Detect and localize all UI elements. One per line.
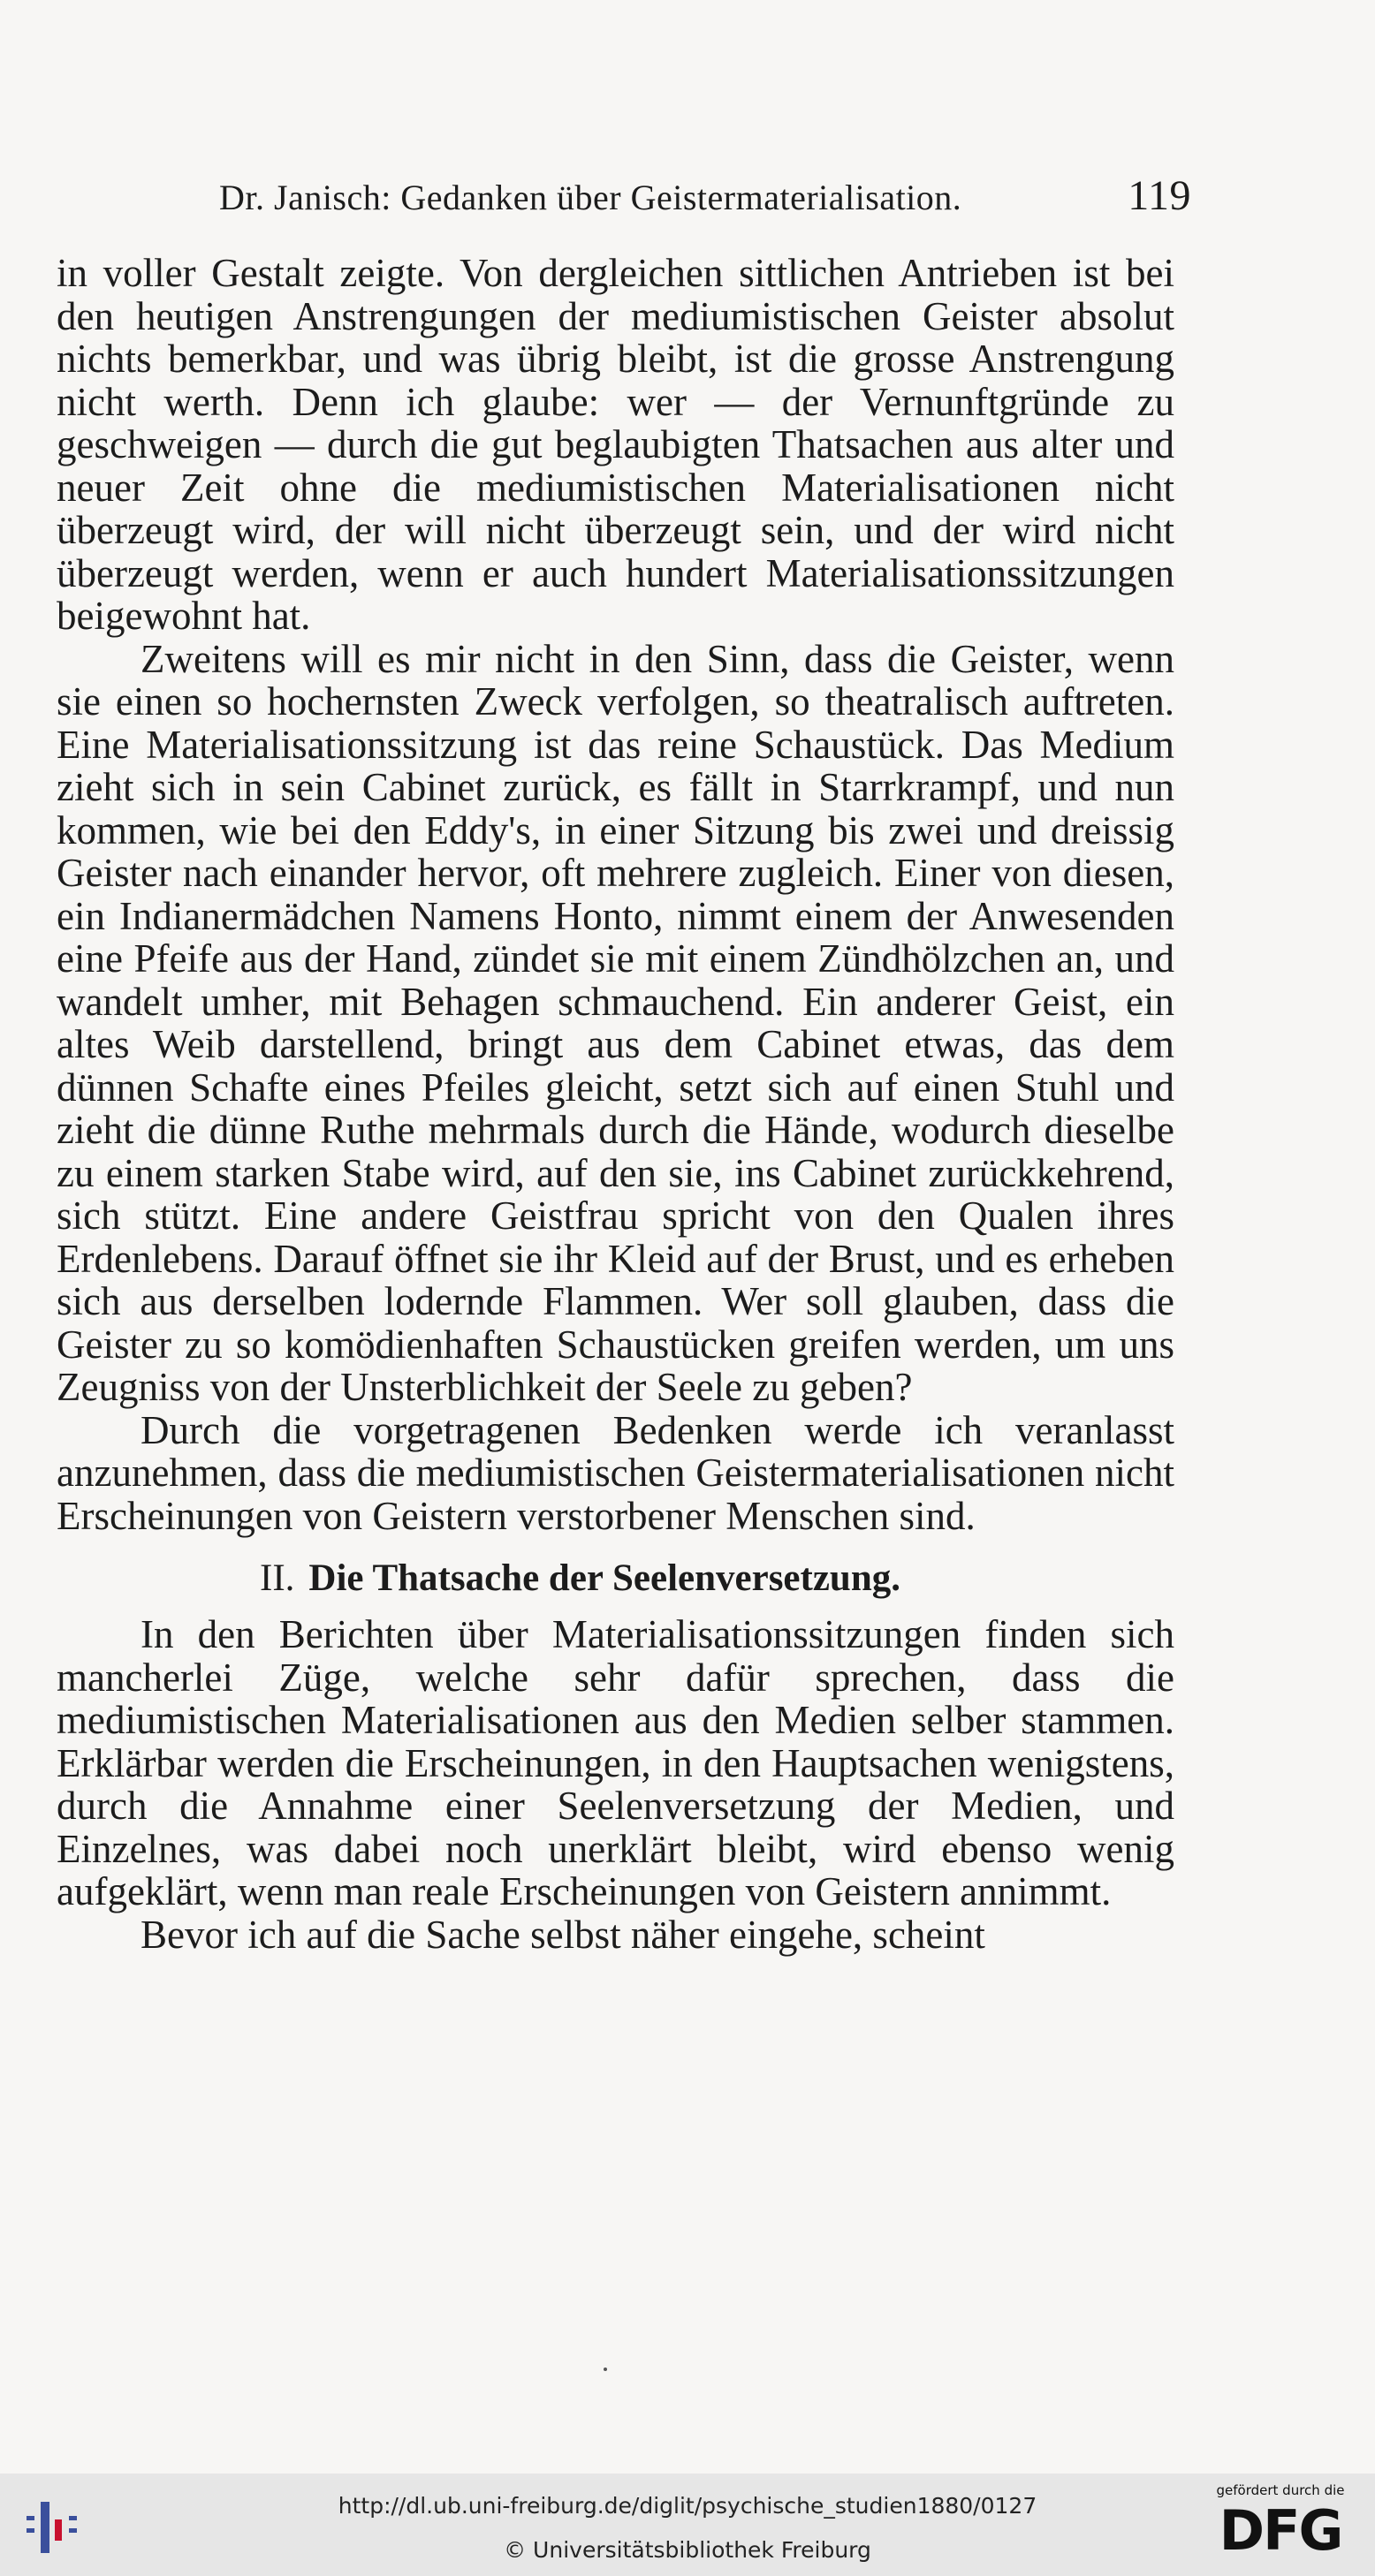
- page-number: 119: [1128, 172, 1191, 219]
- running-head: [219, 172, 1191, 230]
- body-text: [57, 252, 1174, 1956]
- dfg-caption: gefördert durch die: [1216, 2482, 1345, 2498]
- dfg-logo: DFG: [1219, 2498, 1342, 2563]
- paragraph-4: In den Berichten über Materialisationssitzungen finden sich mancherlei Züge, welche sehr dafür sprechen, dass die mediumistischen Materialisationen aus den Medien selber stammen. Erklärbar werden die Erscheinungen, in den Hauptsachen wenigstens, durch die Annahme einer Seelenversetzung der Medien, und Einzelnes, was dabei noch unerklärt bleibt, wird ebenso wenig aufgeklärt, wenn man reale Erscheinungen von Geistern annimmt.: [57, 1612, 1174, 1913]
- source-url-link[interactable]: http://dl.ub.uni-freiburg.de/diglit/psychische_studien1880/0127: [338, 2493, 1037, 2519]
- running-title: Dr. Janisch: Gedanken über Geistermaterialisation.: [219, 178, 962, 217]
- paragraph-5: Bevor ich auf die Sache selbst näher eingehe, scheint: [141, 1912, 985, 1957]
- section-title: Die Thatsache der Seelenversetzung.: [308, 1557, 900, 1599]
- viewer-footer: [0, 2474, 1375, 2576]
- paragraph-3: Durch die vorgetragenen Bedenken werde ich veranlasst anzunehmen, dass die mediumistischen Geistermaterialisationen nicht Erscheinungen von Geistern verstorbener Menschen sind.: [57, 1407, 1174, 1538]
- section-heading: [57, 1557, 1174, 1601]
- section-number: II.: [260, 1557, 295, 1599]
- copyright-notice: © Universitätsbibliothek Freiburg: [504, 2537, 871, 2563]
- dfg-funding-badge[interactable]: [1205, 2482, 1356, 2567]
- scan-speck: [604, 2368, 607, 2371]
- paragraph-2: Zweitens will es mir nicht in den Sinn, dass die Geister, wenn sie einen so hochernsten Zweck verfolgen, so theatralisch auftreten. Eine Materialisationssitzung ist das reine Schaustück. Das Medium zieht sich in sein Cabinet zurück, es fällt in Starrkrampf, und nun kommen, wie bei den Eddy's, in einer Sitzung bis zwei und dreissig Geister nach einander hervor, oft mehrere zugleich. Einer von diesen, ein Indianermädchen Namens Honto, nimmt einem der Anwesenden eine Pfeife aus der Hand, zündet sie mit einem Zündhölzchen an, und wandelt umher, mit Behagen schmauchend. Ein anderer Geist, ein altes Weib darstellend, bringt aus dem Cabinet etwas, das dem dünnen Schafte eines Pfeiles gleicht, setzt sich auf einen Stuhl und zieht die dünne Ruthe mehrmals durch die Hände, wodurch dieselbe zu einem starken Stabe wird, auf den sie, ins Cabinet zurückkehrend, sich stützt. Eine andere Geistfrau spricht von den Qualen ihres Erdenlebens. Darauf öffnet sie ihr Kleid auf der Brust, und es erheben sich aus derselben lodernde Flammen. Wer soll glauben, dass die Geister zu so komödienhaften Schaustücken greifen werden, um uns Zeugniss von der Unsterblichkeit der Seele zu geben?: [57, 636, 1174, 1409]
- paragraph-1: in voller Gestalt zeigte. Von dergleichen sittlichen Antrieben ist bei den heutigen Anstrengungen der mediumistischen Geister absolut nichts bemerkbar, und was übrig bleibt, ist die grosse Anstrengung nicht werth. Denn ich glaube: wer — der Vernunftgründe zu geschweigen — durch die gut beglaubigten Thatsachen aus alter und neuer Zeit ohne die mediumistischen Materialisationen nicht überzeugt wird, der will nicht überzeugt sein, und der wird nicht überzeugt werden, wenn er auch hundert Materialisationssitzungen beigewohnt hat.: [57, 251, 1174, 638]
